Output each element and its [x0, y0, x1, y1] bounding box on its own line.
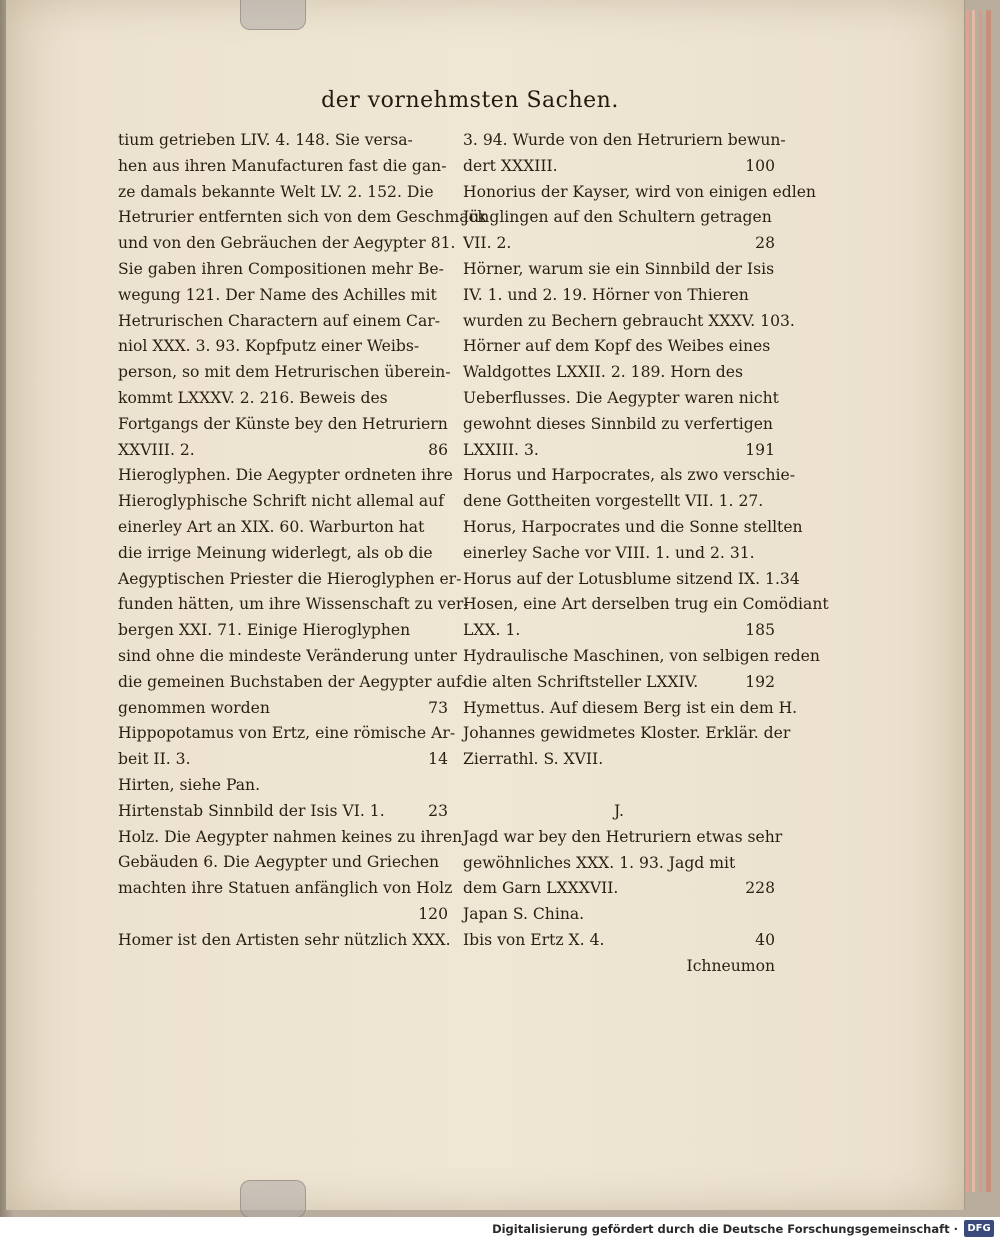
index-line — [463, 412, 775, 438]
index-line-text: die alten Schriftsteller LXXIV. — [463, 672, 699, 691]
index-line — [463, 696, 798, 722]
page-edge — [966, 10, 969, 1192]
index-line-text: wurden zu Bechern gebraucht XXXV. 103. — [463, 311, 795, 330]
index-line — [463, 515, 803, 541]
catchword-text: Ichneumon — [686, 956, 775, 975]
page-reference: 34 — [779, 569, 800, 588]
page-reference: 191 — [745, 440, 775, 459]
index-line — [118, 773, 448, 799]
running-header: der vornehmsten Sachen. — [321, 88, 619, 113]
index-line-text: Horus, Harpocrates und die Sonne stellten — [463, 517, 803, 536]
index-line — [118, 721, 456, 747]
right-column-j-entries — [463, 825, 783, 954]
index-line-text: Jagd war bey den Hetruriern etwas sehr — [463, 827, 783, 846]
index-line — [118, 180, 448, 206]
index-line-text: gewohnt dieses Sinnbild zu verfertigen — [463, 414, 773, 433]
digitization-footer — [0, 1217, 1000, 1242]
index-line — [118, 412, 448, 438]
index-line-text: und von den Gebräuchen der Aegypter 81. — [118, 234, 456, 253]
index-line — [118, 334, 448, 360]
index-line-text: machten ihre Statuen anfänglich von Holz — [118, 879, 453, 898]
index-line-text: Gebäuden 6. Die Aegypter und Griechen — [118, 853, 440, 872]
index-line — [118, 386, 448, 412]
index-line-text: Horus auf der Lotusblume sitzend IX. 1. — [463, 569, 780, 588]
index-line — [463, 231, 775, 257]
index-line — [463, 360, 775, 386]
index-line-text: Fortgangs der Künste bey den Hetruriern — [118, 414, 448, 433]
index-line — [118, 928, 451, 954]
index-line — [463, 825, 783, 851]
index-line-text: VII. 2. — [463, 234, 512, 253]
index-line-text: tium getrieben LIV. 4. 148. Sie versa- — [118, 131, 413, 149]
index-line — [463, 876, 775, 902]
index-line-text: einerley Art an XIX. 60. Warburton hat — [118, 517, 425, 536]
index-line — [118, 876, 453, 902]
catchword — [463, 954, 775, 980]
index-line — [118, 489, 448, 515]
index-line — [118, 205, 487, 231]
index-line — [463, 386, 779, 412]
page-reference: 28 — [755, 234, 775, 253]
right-column — [463, 128, 829, 980]
index-line-text: Waldgottes LXXII. 2. 189. Horn des — [463, 363, 743, 382]
index-line — [463, 747, 775, 773]
index-line-text: Hieroglyphen. Die Aegypter ordneten ihre — [118, 466, 453, 485]
index-line — [118, 567, 462, 593]
index-line — [463, 257, 775, 283]
index-line — [118, 799, 448, 825]
index-line-text: gewöhnliches XXX. 1. 93. Jagd mit — [463, 853, 736, 872]
index-line-text: dert XXXIII. — [463, 156, 558, 175]
index-line-text: XXVIII. 2. — [118, 440, 195, 459]
index-line — [118, 592, 469, 618]
index-line-text: Hirtenstab Sinnbild der Isis VI. 1. — [118, 801, 385, 820]
index-line — [463, 438, 775, 464]
index-line — [463, 463, 795, 489]
index-line-text: beit II. 3. — [118, 750, 191, 769]
index-line-text: Johannes gewidmetes Kloster. Erklär. der — [463, 724, 791, 743]
index-line — [118, 283, 448, 309]
index-line — [118, 515, 448, 541]
index-line — [463, 541, 775, 567]
index-line — [463, 618, 775, 644]
index-line — [118, 696, 448, 722]
index-line-text: Zierrathl. S. XVII. — [463, 750, 604, 769]
index-line — [463, 180, 816, 206]
index-line — [463, 128, 786, 154]
section-letter-text: J. — [614, 801, 624, 820]
index-line-text: niol XXX. 3. 93. Kopfputz einer Weibs- — [118, 337, 420, 356]
index-line-text: Ueberflusses. Die Aegypter waren nicht — [463, 388, 779, 407]
index-line-text: Sie gaben ihren Compositionen mehr Be- — [118, 259, 444, 278]
index-line-text: kommt LXXXV. 2. 216. Beweis des — [118, 388, 388, 407]
index-line — [118, 618, 448, 644]
footer-text: Digitalisierung gefördert durch die Deutsche Forschungsgemeinschaft · — [492, 1222, 958, 1236]
section-letter — [463, 799, 775, 825]
index-line-text: sind ohne die mindeste Veränderung unter — [118, 646, 457, 665]
index-line — [118, 231, 456, 257]
right-column-entries — [463, 128, 829, 773]
index-line-text: Japan S. China. — [463, 905, 585, 924]
index-line — [463, 567, 800, 593]
index-line-text: Jünglingen auf den Schultern getragen — [463, 208, 772, 227]
index-line-text: Hieroglyphische Schrift nicht allemal auf — [118, 492, 444, 511]
index-line-text: die irrige Meinung widerlegt, als ob die — [118, 543, 433, 562]
page-edge — [986, 10, 991, 1192]
page-edge — [979, 10, 982, 1192]
index-line-text: ze damals bekannte Welt LV. 2. 152. Die — [118, 182, 434, 201]
page-reference: 228 — [745, 879, 775, 898]
page-edge — [972, 10, 975, 1192]
index-line — [118, 257, 448, 283]
index-line-text: Hirten, siehe Pan. — [118, 775, 261, 794]
index-line-text: einerley Sache vor VIII. 1. und 2. 31. — [463, 543, 755, 562]
index-line-text: person, so mit dem Hetrurischen überein- — [118, 363, 451, 382]
index-line — [118, 644, 457, 670]
index-line — [118, 360, 451, 386]
index-line — [118, 747, 448, 773]
left-column — [118, 128, 487, 954]
index-line — [118, 309, 448, 335]
index-line — [463, 205, 775, 231]
index-line-text: Holz. Die Aegypter nahmen keines zu ihren — [118, 827, 463, 846]
index-line-text: LXXIII. 3. — [463, 440, 539, 459]
index-line — [463, 334, 775, 360]
index-line-text: Hetrurier entfernten sich von dem Geschmack — [118, 208, 487, 227]
index-line-text: Hymettus. Auf diesem Berg ist ein dem H. — [463, 698, 798, 717]
page-reference: 120 — [418, 904, 448, 923]
index-line — [118, 541, 448, 567]
book-clip-bottom — [240, 1180, 306, 1217]
index-line-text: LXX. 1. — [463, 621, 521, 640]
page-reference: 23 — [428, 801, 448, 820]
index-line — [118, 825, 463, 851]
index-line — [463, 309, 795, 335]
page-reference: 185 — [745, 621, 775, 640]
book-clip-top — [240, 0, 306, 30]
index-line — [463, 489, 775, 515]
index-line-text: bergen XXI. 71. Einige Hieroglyphen — [118, 621, 411, 640]
index-line-text: Hydraulische Maschinen, von selbigen reden — [463, 646, 820, 665]
index-line — [118, 128, 448, 154]
index-line — [118, 438, 448, 464]
dfg-logo: DFG — [964, 1220, 994, 1237]
index-line — [463, 644, 820, 670]
index-line-text: Hosen, eine Art derselben trug ein Comödiant — [463, 595, 829, 614]
index-line — [118, 902, 448, 928]
index-line — [118, 670, 467, 696]
index-line — [118, 154, 448, 180]
index-line — [463, 902, 775, 928]
index-line — [463, 928, 775, 954]
index-line-text: Hetrurischen Charactern auf einem Car- — [118, 311, 440, 330]
index-line-text: dene Gottheiten vorgestellt VII. 1. 27. — [463, 492, 764, 511]
index-line-text: hen aus ihren Manufacturen fast die gan- — [118, 156, 447, 175]
index-line-text: die gemeinen Buchstaben der Aegypter auf- — [118, 672, 467, 691]
index-line-text: funden hätten, um ihre Wissenschaft zu ver- — [118, 595, 469, 614]
index-line-text: Horus und Harpocrates, als zwo verschie- — [463, 466, 795, 485]
index-line — [118, 850, 448, 876]
index-line — [463, 154, 775, 180]
index-line-text: genommen worden — [118, 698, 270, 717]
page-reference: 14 — [428, 750, 448, 769]
index-line-text: Hippopotamus von Ertz, eine römische Ar- — [118, 724, 456, 743]
index-line — [463, 721, 791, 747]
index-line — [463, 283, 775, 309]
index-line-text: Hörner auf dem Kopf des Weibes eines — [463, 337, 771, 356]
page-reference: 73 — [428, 698, 448, 717]
index-line — [463, 592, 829, 618]
index-line-text: Homer ist den Artisten sehr nützlich XXX. — [118, 930, 451, 949]
index-line-text: 3. 94. Wurde von den Hetruriern bewun- — [463, 131, 786, 149]
index-line-text: wegung 121. Der Name des Achilles mit — [118, 285, 437, 304]
index-line-text: IV. 1. und 2. 19. Hörner von Thieren — [463, 285, 749, 304]
index-line-text: dem Garn LXXXVII. — [463, 879, 619, 898]
page-reference: 86 — [428, 440, 448, 459]
page-reference: 40 — [755, 930, 775, 949]
index-line-text: Hörner, warum sie ein Sinnbild der Isis — [463, 259, 775, 278]
index-line — [463, 670, 775, 696]
index-line-text: Honorius der Kayser, wird von einigen edlen — [463, 182, 816, 201]
index-line-text: Ibis von Ertz X. 4. — [463, 930, 605, 949]
index-line — [118, 463, 453, 489]
index-line-text: Aegyptischen Priester die Hieroglyphen er- — [118, 569, 462, 588]
page-reference: 192 — [745, 672, 775, 691]
page-reference: 100 — [745, 156, 775, 175]
index-line — [463, 851, 775, 877]
